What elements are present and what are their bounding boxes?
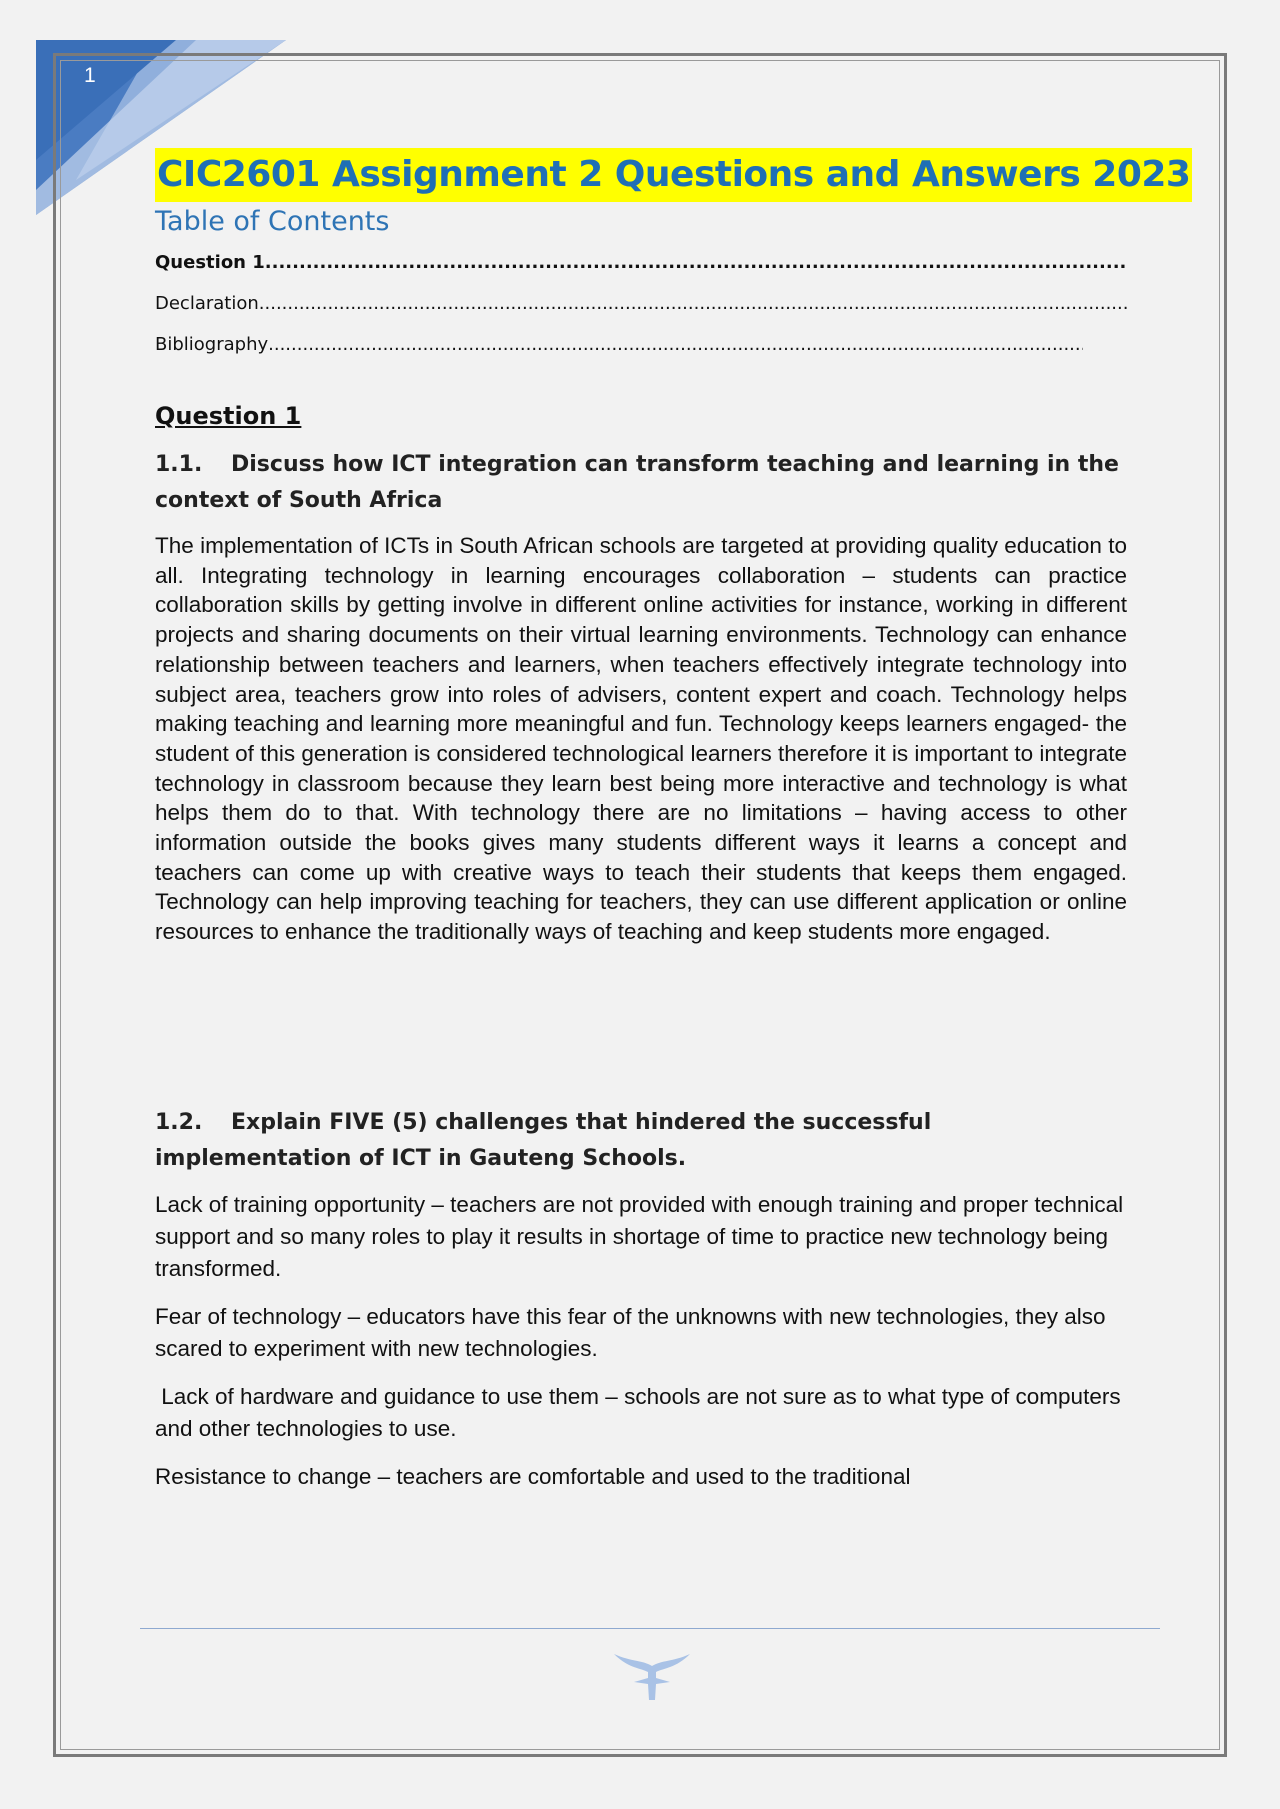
answer-1-1: The implementation of ICTs in South African schools are targeted at providing quality education to all. Integrating technology in learning encourages collaboration – students can practice collaboration skills by getting involve in different online activities for instance, working in different projects and sharing documents on their virtual learning environments. Technology can enhance relationship between teachers and learners, when teachers effectively integrate technology into subject area, teachers grow into roles of advisers, content expert and coach. Technology helps making teaching and learning more meaningful and fun. Technology keeps learners engaged- the student of this generation is considered technological learners therefore it is important to integrate technology in classroom because they learn best being more interactive and technology is what helps them do to that. With technology there are no limitations – having access to other information outside the books gives many students different ways it learns a concept and teachers can come up with creative ways to teach their students that keeps them engaged. Technology can help improving teaching for teachers, they can use different application or online resources to enhance the traditionally ways of teaching and keep students more engaged.: [155, 533, 1127, 945]
question-1-1-heading: [155, 447, 1127, 519]
question-text: Discuss how ICT integration can transform teaching and learning in the context of South Africa: [155, 452, 1119, 513]
toc-entry-declaration[interactable]: [155, 283, 1127, 324]
document-body: [155, 148, 1191, 1509]
toc-leader-dots: [268, 334, 1083, 355]
question-1-heading: Question 1: [155, 402, 302, 430]
challenge-paragraph: Resistance to change – teachers are comfortable and used to the traditional: [155, 1463, 911, 1489]
question-number: 1.2.: [155, 1109, 203, 1135]
page-number: 1: [84, 64, 96, 87]
toc-entry-bibliography[interactable]: [155, 324, 1127, 365]
spacer: [155, 947, 1127, 1095]
toc-leader-dots: [259, 293, 1127, 314]
toc-entry-label: Declaration: [155, 293, 259, 314]
toc-heading: Table of Contents: [155, 206, 390, 237]
challenge-paragraph: Lack of training opportunity – teachers are not provided with enough training and proper technical support and so many roles to play it results in shortage of time to practice new technology being transformed.: [155, 1191, 1124, 1281]
toc-entry-label: Question 1: [155, 252, 265, 273]
toc-entry-label: Bibliography: [155, 334, 269, 355]
challenge-paragraph: Fear of technology – educators have this fear of the unknowns with new technologies, they also scared to experiment with new technologies.: [155, 1303, 1106, 1361]
toc-leader-dots: [265, 252, 1127, 273]
question-number: 1.1.: [155, 452, 203, 477]
footer-logo-icon: [612, 1648, 692, 1702]
challenge-paragraph: Lack of hardware and guidance to use them – schools are not sure as to what type of computers and other technologies to use.: [155, 1383, 1127, 1441]
document-title: CIC2601 Assignment 2 Questions and Answers 2023: [155, 148, 1192, 202]
toc-entry-question-1[interactable]: [155, 242, 1127, 283]
footer-separator: [140, 1628, 1160, 1629]
question-1-2-heading: [155, 1105, 1127, 1177]
question-text: Explain FIVE (5) challenges that hindered the successful implementation of ICT in Gauteng Schools.: [155, 1109, 932, 1171]
